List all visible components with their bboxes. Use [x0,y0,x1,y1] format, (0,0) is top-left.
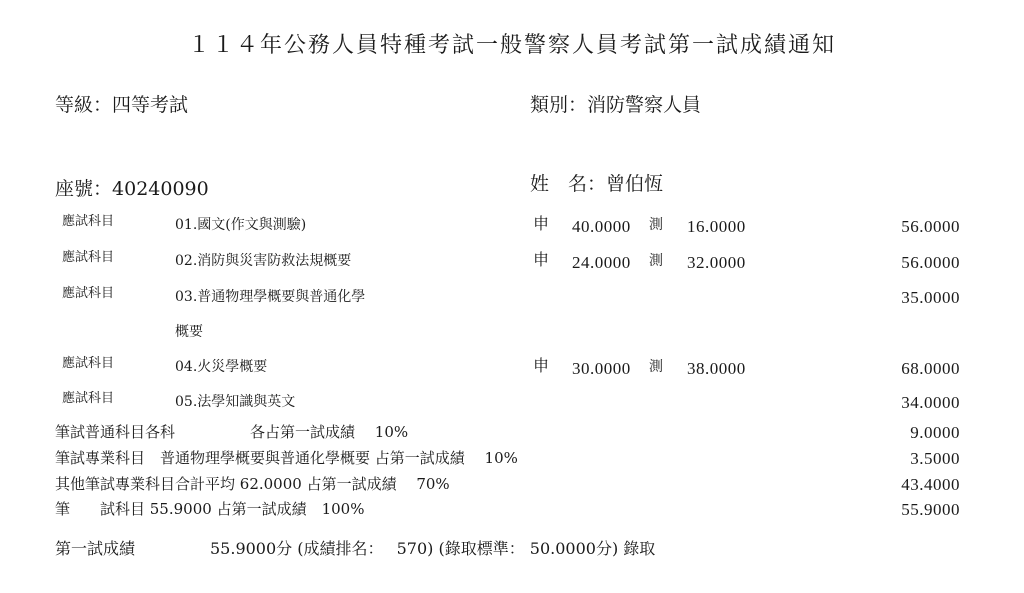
seat-value: 40240090 [112,178,209,200]
subject-name-continued: 概要 [175,324,203,340]
subject-total: 34.0000 [901,393,960,412]
summary-value: 3.5000 [910,449,960,468]
summary-text: 筆試普通科目各科 各占第一試成績 10% [55,423,409,441]
subject-total: 68.0000 [901,359,960,378]
subject-row-label: 應試科目 [62,250,115,265]
summary-text: 筆 試科目 55.9000 占第一試成績 100% [55,500,365,518]
category-label: 類別： [530,94,588,116]
essay-score: 30.0000 [572,359,631,378]
result-label: 第一試成績 [55,539,136,558]
candidate-name [530,175,663,194]
summary-value: 9.0000 [910,423,960,442]
seat-label: 座號： [55,178,113,200]
test-score: 32.0000 [687,253,746,272]
subject-row-label: 應試科目 [62,286,115,301]
summary-text: 筆試專業科目 普通物理學概要與普通化學概要 占第一試成績 10% [55,449,518,467]
subject-row-label: 應試科目 [62,356,115,371]
essay-mark: 申 [533,356,550,375]
summary-value: 43.4000 [901,475,960,494]
subject-total: 56.0000 [901,253,960,272]
subject-total: 56.0000 [901,217,960,236]
result-text: 55.9000分 (成績排名： 570) (錄取標準： 50.0000分) 錄取 [210,539,656,558]
level-value: 四等考試 [112,94,189,116]
test-score: 38.0000 [687,359,746,378]
category-value: 消防警察人員 [587,94,702,116]
exam-level [55,96,188,115]
subject-name: 01.國文(作文與測驗) [175,217,307,233]
summary-value: 55.9000 [901,500,960,519]
exam-category [530,96,701,115]
summary-text: 其他筆試專業科目合計平均 62.0000 占第一試成績 70% [55,475,450,493]
notice-title: １１４年公務人員特種考試一般警察人員考試第一試成績通知 [187,33,836,58]
subject-row-label: 應試科目 [62,214,115,229]
subject-name: 05.法學知識與英文 [175,394,296,410]
name-label: 姓 名： [530,173,607,195]
name-value: 曾伯恆 [606,173,664,195]
essay-mark: 申 [533,214,550,233]
essay-score: 40.0000 [572,217,631,236]
subject-row-label: 應試科目 [62,391,115,406]
subject-name: 04.火災學概要 [175,359,268,375]
test-score: 16.0000 [687,217,746,236]
test-mark: 測 [649,359,663,375]
essay-score: 24.0000 [572,253,631,272]
subject-name: 03.普通物理學概要與普通化學 [175,289,366,305]
subject-name: 02.消防與災害防救法規概要 [175,253,352,269]
essay-mark: 申 [533,250,550,269]
test-mark: 測 [649,217,663,233]
test-mark: 測 [649,253,663,269]
level-label: 等級： [55,94,113,116]
subject-total: 35.0000 [901,288,960,307]
seat-number [55,180,209,199]
